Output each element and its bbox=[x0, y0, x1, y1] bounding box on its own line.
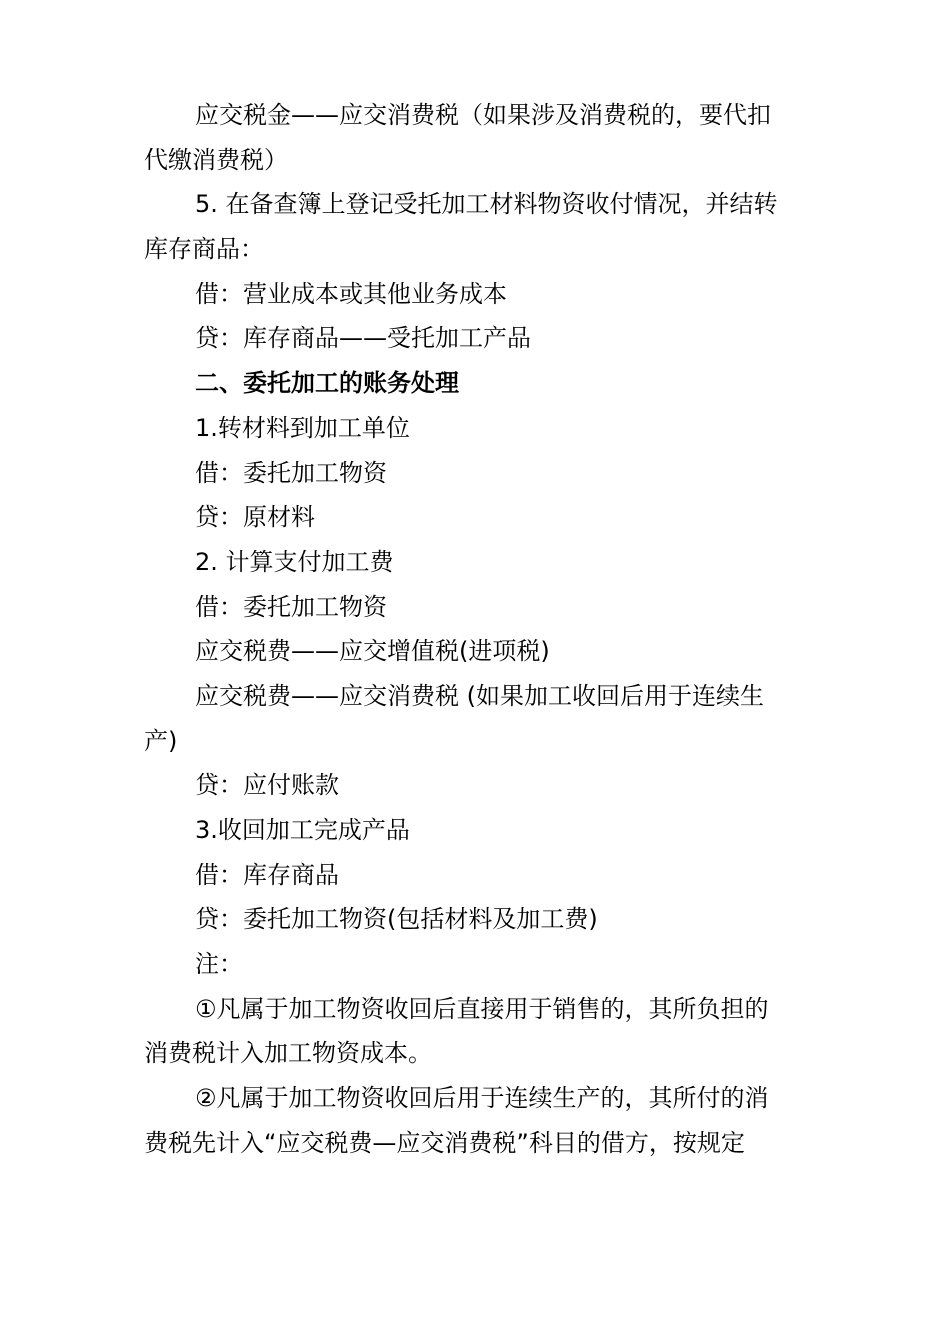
text-line: 1.转材料到加工单位 bbox=[195, 413, 410, 442]
text-line: 费税先计入“应交税费—应交消费税”科目的借方，按规定 bbox=[144, 1128, 745, 1157]
text-line: 贷：委托加工物资(包括材料及加工费) bbox=[195, 905, 598, 934]
document-body bbox=[144, 93, 812, 1166]
text-line: 2. 计算支付加工费 bbox=[195, 547, 394, 576]
text-line: ②凡属于加工物资收回后用于连续生产的，其所付的消 bbox=[195, 1084, 769, 1113]
text-line: 贷：应付账款 bbox=[195, 771, 339, 800]
text-line: 借：委托加工物资 bbox=[195, 458, 387, 487]
text-line: 代缴消费税） bbox=[144, 145, 288, 174]
text-line: 库存商品： bbox=[144, 235, 264, 264]
text-line: 应交税费——应交增值税(进项税) bbox=[195, 637, 550, 666]
text-line: 借：营业成本或其他业务成本 bbox=[195, 279, 507, 308]
text-line: 贷：原材料 bbox=[195, 503, 315, 532]
text-line: 3.收回加工完成产品 bbox=[195, 816, 410, 844]
text-line: 消费税计入加工物资成本。 bbox=[144, 1039, 432, 1068]
text-line: ①凡属于加工物资收回后直接用于销售的，其所负担的 bbox=[195, 994, 769, 1023]
section-heading: 二、委托加工的账务处理 bbox=[195, 369, 459, 398]
text-line: 应交税金——应交消费税（如果涉及消费税的，要代扣 bbox=[195, 101, 771, 129]
text-line: 贷：库存商品——受托加工产品 bbox=[195, 324, 531, 353]
text-line: 产) bbox=[144, 726, 178, 755]
text-line: 应交税费——应交消费税 (如果加工收回后用于连续生 bbox=[195, 681, 764, 710]
text-line: 5. 在备查簿上登记受托加工材料物资收付情况，并结转 bbox=[195, 190, 778, 219]
text-line: 借：委托加工物资 bbox=[195, 592, 387, 621]
text-line: 借：库存商品 bbox=[195, 860, 339, 889]
text-line: 注： bbox=[195, 950, 243, 979]
